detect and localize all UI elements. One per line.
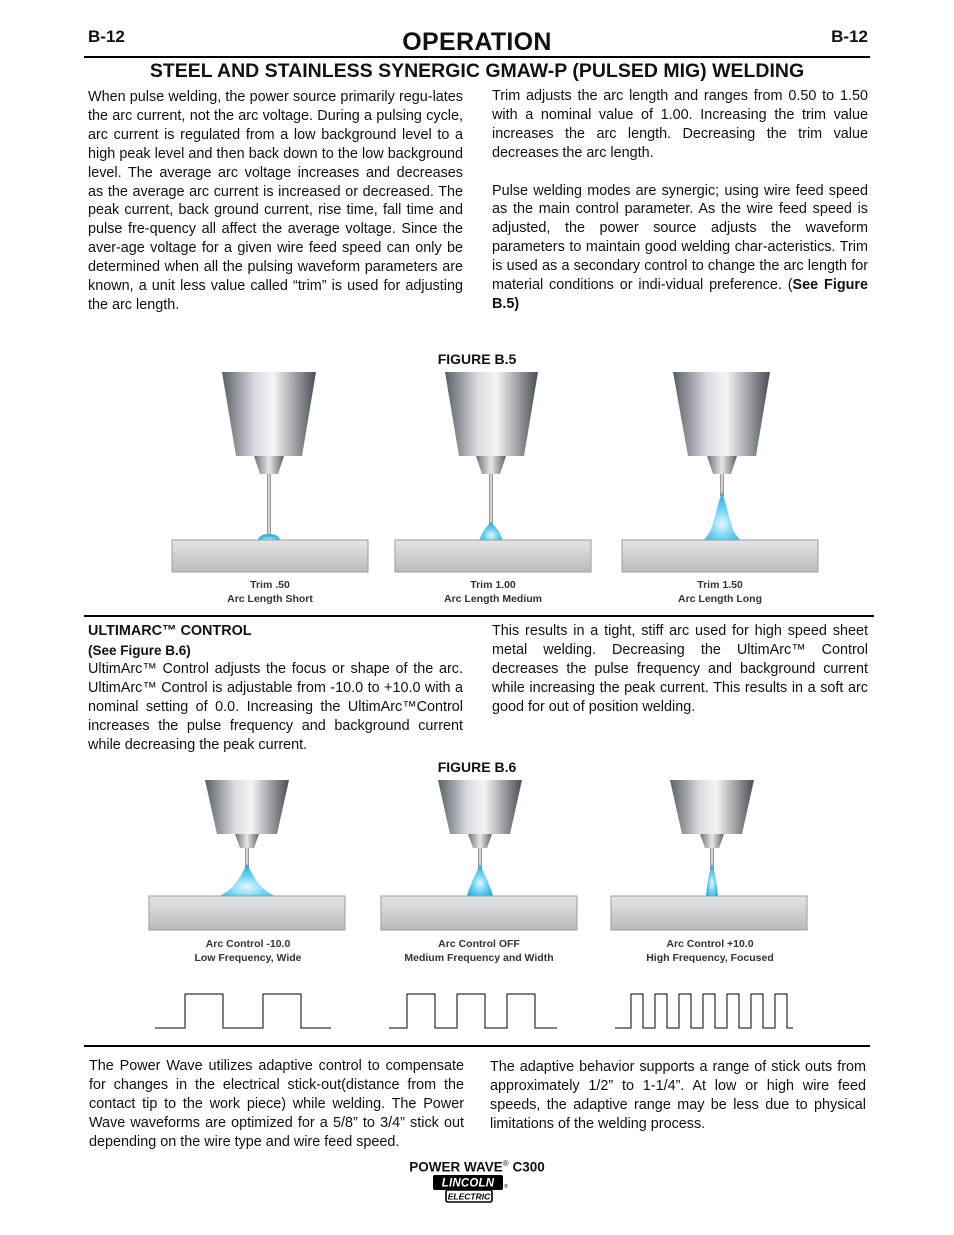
ultimarc-right-paragraph: This results in a tight, stiff arc used for high speed sheet metal welding. Decreasing the UltimArc™ Control decreases the pulse frequency and background current while increasing the peak current. This results in a soft arc good for out of position welding.: [492, 623, 868, 715]
ultimarc-subheading: (See Figure B.6): [88, 643, 191, 658]
figure-b6-panel-focused: [611, 780, 807, 1028]
caption-line: High Frequency, Focused: [646, 952, 774, 964]
caption-line: Trim 1.50: [697, 579, 743, 591]
figure-b6-label: FIGURE B.6: [437, 759, 517, 775]
ultimarc-left-paragraph: UltimArc™ Control adjusts the focus or shape of the arc. UltimArc™ Control is adjustable from -10.0 to +10.0 with a nominal setting of 0.0. Increasing the UltimArc™Control increases the pulse frequency and background current while decreasing the peak current.: [88, 661, 463, 753]
ultimarc-left-column: [88, 622, 463, 755]
intro-left-column: [88, 88, 463, 334]
header-rule: [84, 56, 870, 58]
section-rule: [84, 615, 874, 617]
section-rule: [84, 1045, 870, 1047]
registered-mark: ®: [502, 1159, 509, 1168]
section-title: OPERATION: [402, 28, 552, 56]
figure-b5-label: FIGURE B.5: [437, 351, 517, 367]
caption-line: Trim .50: [250, 579, 290, 591]
caption-line: Arc Control OFF: [438, 938, 520, 950]
caption-line: Arc Length Short: [227, 593, 313, 605]
ultimarc-heading: ULTIMARC™ CONTROL: [88, 623, 252, 639]
caption-line: Arc Control -10.0: [205, 938, 291, 950]
figure-b5-illustration: [150, 370, 874, 610]
figure-b5-panel-short: [172, 372, 368, 572]
lincoln-electric-logo: [432, 1174, 510, 1204]
product-model: C300: [508, 1159, 545, 1175]
caption-line: Arc Length Long: [678, 593, 762, 605]
intro-right-column: [492, 87, 868, 333]
logo-word-electric: ELECTRIC: [447, 1191, 491, 1202]
logo-registered-mark: ®: [504, 1184, 508, 1190]
intro-right-paragraph-2: [492, 182, 868, 314]
caption-line: Trim 1.00: [470, 579, 516, 591]
page-number-left: B-12: [88, 27, 125, 46]
figure-b6-illustration: [145, 778, 873, 1042]
figure-b5-caption-2: [393, 578, 593, 606]
figure-b5-caption-1: [170, 578, 370, 606]
page-number-right: B-12: [831, 27, 868, 46]
adaptive-right-paragraph: The adaptive behavior supports a range of stick outs from approximately 1/2” to 1-1/4”. At low or high wire feed speeds, the adaptive range may be less due to physical limitations of the welding process.: [490, 1059, 866, 1132]
page-subtitle: STEEL AND STAINLESS SYNERGIC GMAW-P (PULSED MIG) WELDING: [149, 60, 805, 82]
product-name: POWER WAVE: [409, 1159, 503, 1175]
adaptive-left-paragraph: The Power Wave utilizes adaptive control to compensate for changes in the electrical stick-out(distance from the contact tip to the work piece) while welding. The Power Wave waveforms are optimized for a 5/8” to 3/4” stick out depending on the wire type and wire feed speed.: [89, 1058, 464, 1150]
figure-b6-panel-medium: [381, 780, 577, 1028]
caption-line: Arc Length Medium: [443, 593, 542, 605]
figure-b6-panel-wide: [149, 780, 345, 1028]
caption-line: Arc Control +10.0: [666, 938, 754, 950]
intro-left-paragraph: When pulse welding, the power source primarily regu-lates the arc current, not the arc voltage. During a pulsing cycle, arc current is regulated from a low background level to a high peak level and then back down to the low background level. The average arc voltage increases and decreases as the average arc current is increased or decreased. The peak current, back ground current, rise time, fall time and pulse fre-quency all affect the average voltage. Since the aver-age voltage for a given wire feed speed can only be determined when all the pulsing waveform parameters are known, a unit less value called “trim” is used for adjusting the arc length.: [88, 89, 463, 313]
figure-b6-caption-1: [148, 937, 348, 965]
caption-line: Medium Frequency and Width: [404, 952, 554, 964]
intro-right-paragraph-2-text: Pulse welding modes are synergic; using wire feed speed as the main control parameter. As the wire feed speed is adjusted, the power source adjusts the waveform parameters to maintain good welding char-acteristics. Trim is used as a secondary control to change the arc length for material conditions or indi-vidual preference. (: [492, 182, 868, 294]
figure-b5-panel-medium: [395, 372, 591, 572]
figure-reference: See Figure B.5): [492, 277, 869, 312]
figure-b6-caption-3: [610, 937, 810, 965]
figure-b6-caption-2: [379, 937, 579, 965]
figure-b5-caption-3: [620, 578, 820, 606]
logo-word-lincoln: LINCOLN: [441, 1177, 495, 1190]
caption-line: Low Frequency, Wide: [194, 952, 302, 964]
figure-b5-panel-long: [622, 372, 818, 572]
footer-product-name: [0, 1159, 954, 1175]
intro-right-paragraph-1: Trim adjusts the arc length and ranges from 0.50 to 1.50 with a nominal value of 1.00. Increasing the trim value increases the arc length. Decreasing the trim value decreases the arc length.: [492, 88, 868, 161]
